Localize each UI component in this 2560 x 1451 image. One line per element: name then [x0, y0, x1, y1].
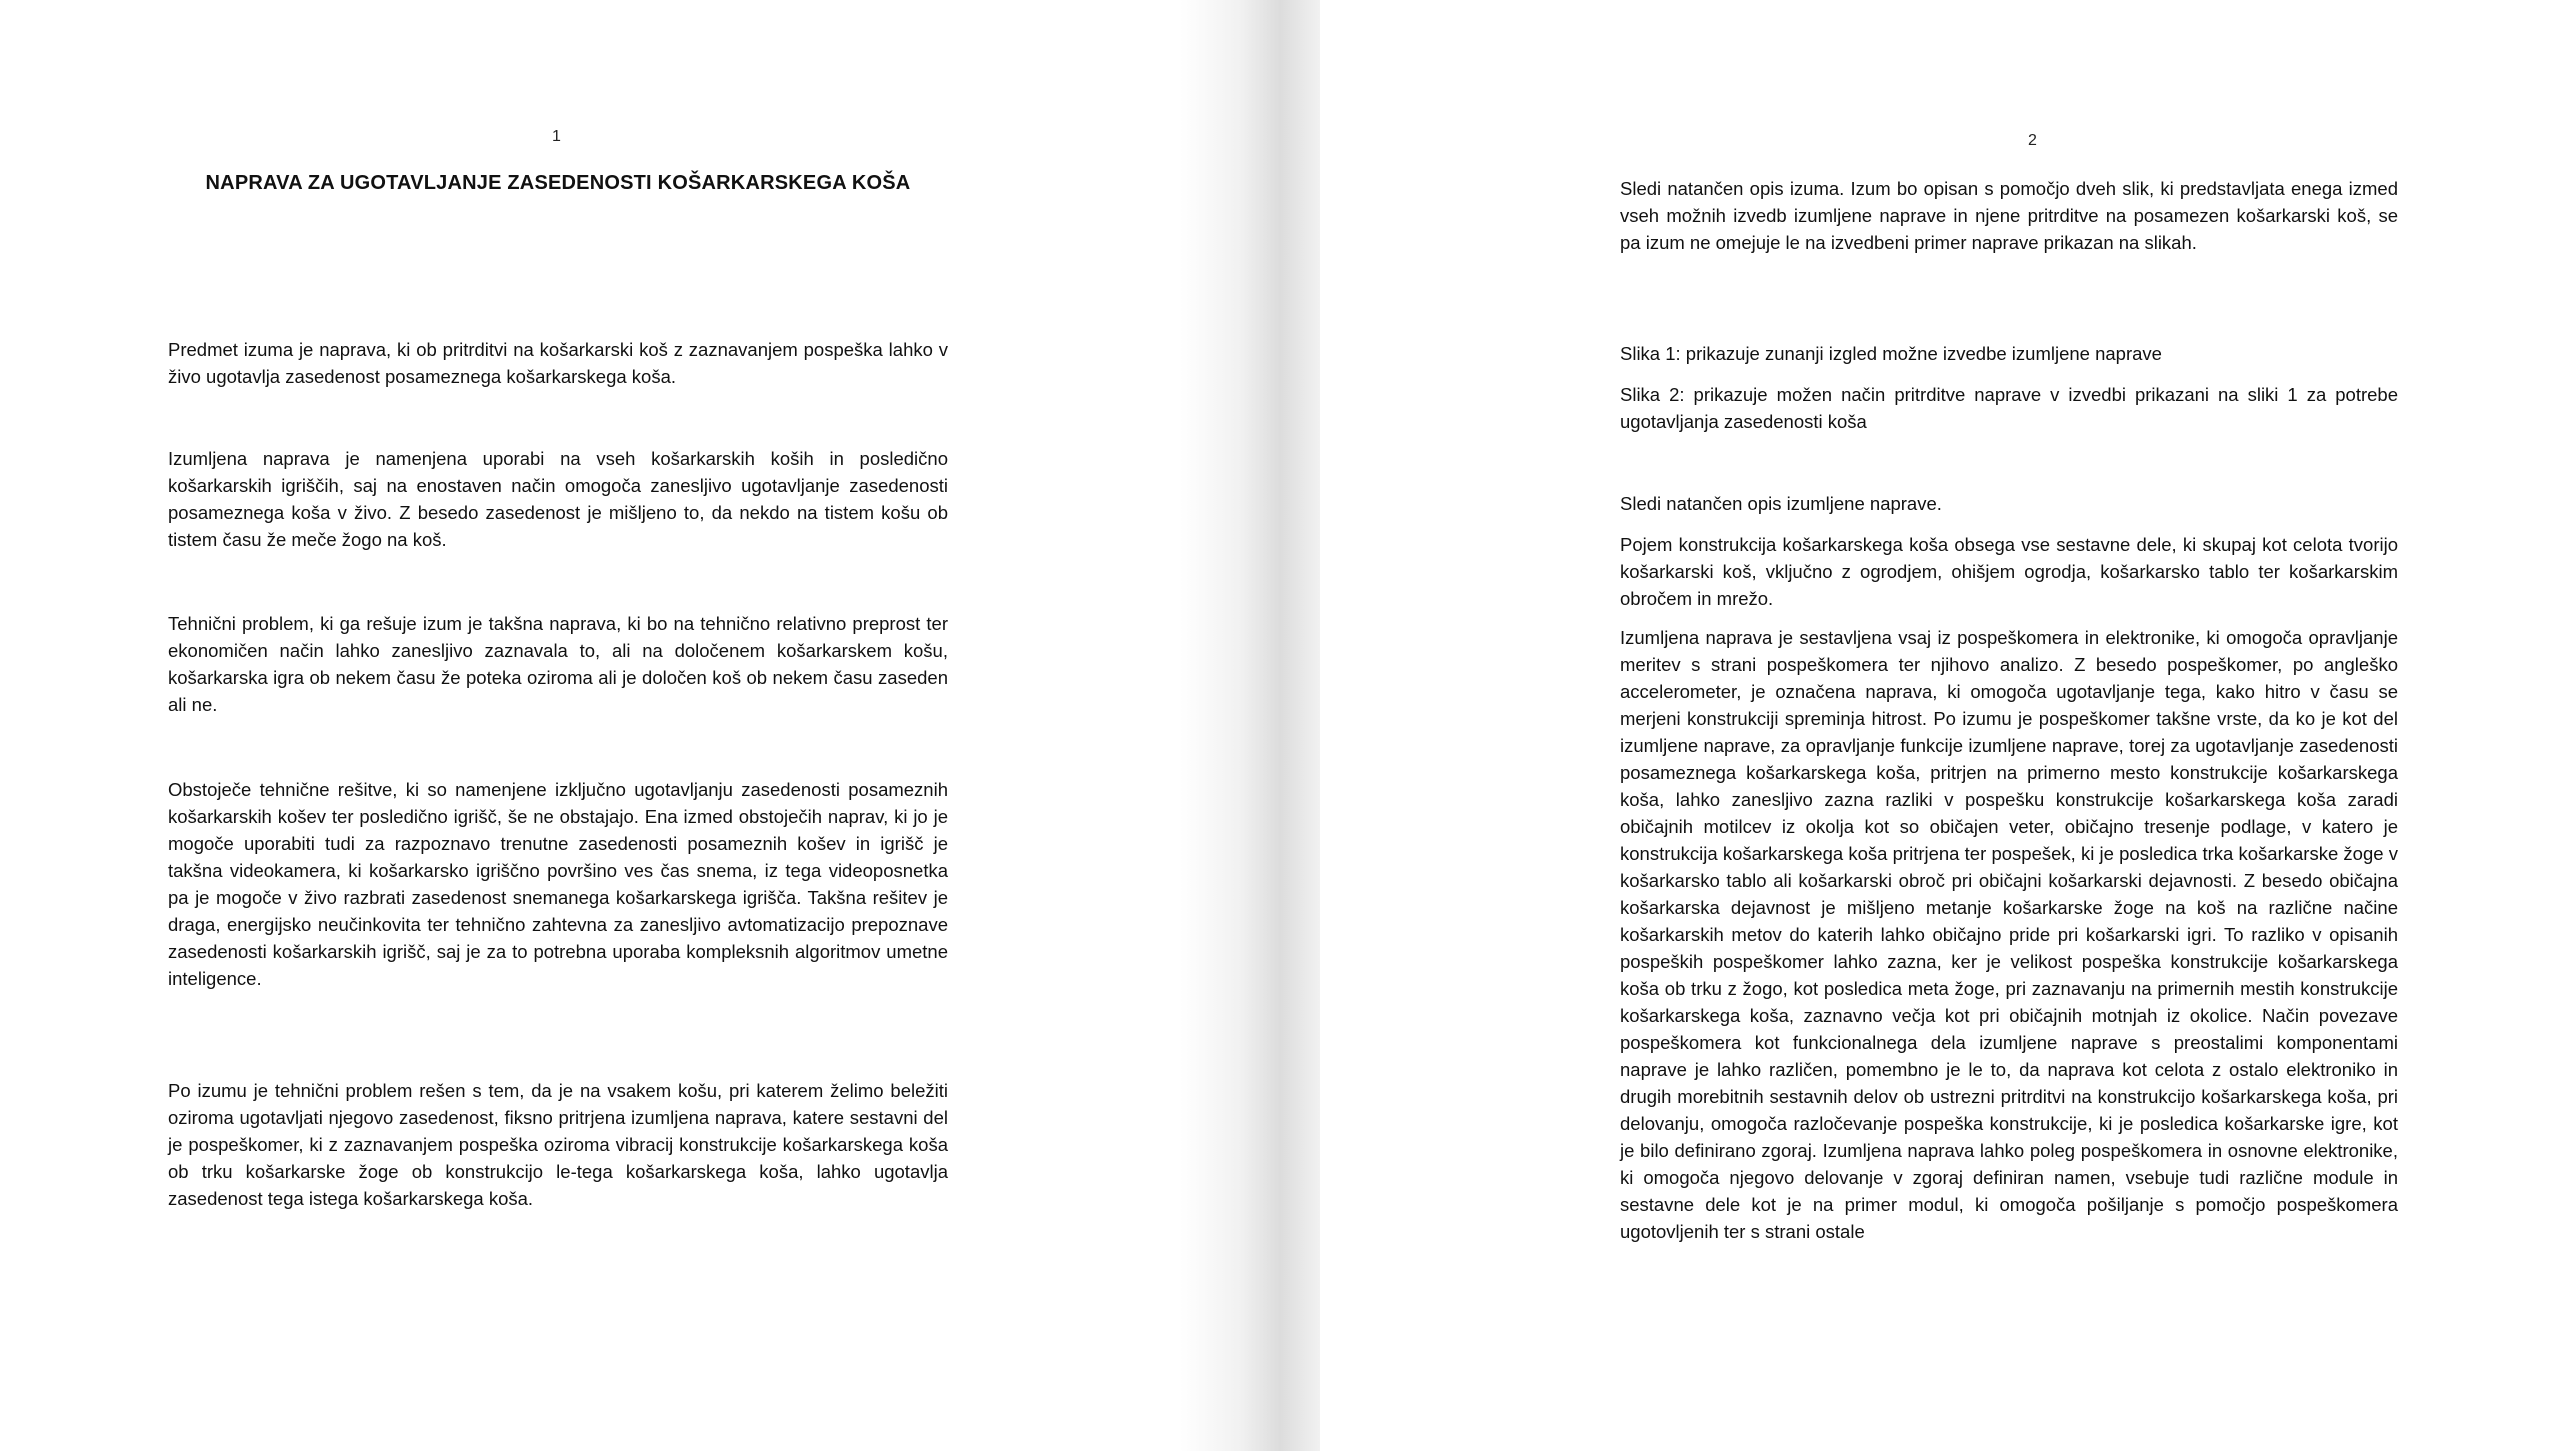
- document-title: NAPRAVA ZA UGOTAVLJANJE ZASEDENOSTI KOŠARKARSKEGA KOŠA: [205, 172, 911, 194]
- page-number: 1: [552, 128, 561, 145]
- paragraph: [168, 610, 948, 718]
- page-2: [1320, 0, 2560, 1451]
- figure-caption: [1620, 340, 2398, 367]
- figure-2-caption: Slika 2: prikazuje možen način pritrditve naprave v izvedbi prikazani na sliki 1 za potrebe ugotavljanja zasedenosti koša: [1620, 384, 2398, 432]
- construction-text: Pojem konstrukcija košarkarskega koša obsega vse sestavne dele, ki skupaj kot celota tvorijo košarkarski koš, vključno z ogrodjem, ohišjem ogrodja, košarkarsko tablo ter košarkarskim obročem in mrežo.: [1620, 534, 2398, 609]
- figure-caption: [1620, 381, 2398, 435]
- paragraph: [168, 445, 948, 553]
- paragraph: [1620, 531, 2398, 612]
- paragraph: [1620, 624, 2398, 1245]
- paragraph: [168, 1077, 948, 1212]
- detail-heading: Sledi natančen opis izumljene naprave.: [1620, 493, 1942, 514]
- paragraph-text: Predmet izuma je naprava, ki ob pritrditvi na košarkarski koš z zaznavanjem pospeška lahko v živo ugotavlja zasedenost posameznega košarkarskega koša.: [168, 339, 948, 387]
- paragraph: [168, 776, 948, 992]
- paragraph-text: Tehnični problem, ki ga rešuje izum je takšna naprava, ki bo na tehnično relativno preprost ter ekonomičen način lahko zanesljivo zaznavala to, ali na določenem košarkarskem košu, košarkarska igra ob nekem času že poteka oziroma ali je določen koš ob nekem času zaseden ali ne.: [168, 613, 948, 715]
- paragraph: [1620, 175, 2398, 256]
- description-text: Izumljena naprava je sestavljena vsaj iz pospeškomera in elektronike, ki omogoča opravljanje meritev s strani pospeškomera ter njihovo analizo. Z besedo pospeškomer, po angleško accelerometer, je označena naprava, ki omogoča ugotavljanje tega, kako hitro v času se merjeni konstrukciji spreminja hitrost. Po izumu je pospeškomer takšne vrste, da ko je kot del izumljene naprave, za opravljanje funkcije izumljene naprave, torej za ugotavljanje zasedenosti posameznega košarkarskega koša, pritrjen na primerno mesto konstrukcije košarkarskega koša, lahko zanesljivo zazna razliki v pospešku konstrukcije košarkarskega koša zaradi običajnih motilcev iz okolja kot so običajen veter, običajno tresenje podlage, v katero je konstrukcija košarkarskega koša pritrjena ter pospešek, ki je posledica trka košarkarske žoge v košarkarsko tablo ali košarkarski obroč pri običajni košarkarski dejavnosti. Z besedo običajna košarkarska dejavnost je mišljeno metanje košarkarske žoge na koš na različne načine košarkarskih metov do katerih lahko običajno pride pri košarkarski igri. To razliko v opisanih pospeških pospeškomer lahko zazna, ker je velikost pospeška konstrukcije košarkarskega koša ob trku z žogo, kot posledica meta žoge, pri zaznavanju na primernih mestih konstrukcije košarkarskega koša, zaznavno večja kot pri običajnih motnjah iz okolice. Način povezave pospeškomera kot funkcionalnega dela izumljene naprave s preostalimi komponentami naprave je lahko različen, pomembno je le to, da naprava kot celota z ostalo elektroniko in drugih morebitnih sestavnih delov ob ustrezni pritrditvi na konstrukcijo košarkarskega koša, pri delovanju, omogoča razločevanje pospeška konstrukcije, ki je posledica košarkarske igre, kot je bilo definirano zgoraj. Izumljena naprava lahko poleg pospeškomera in osnovne elektronike, ki omogoča njegovo delovanje v zgoraj definiran namen, vsebuje tudi različne module in sestavne dele kot je na primer modul, ki omogoča pošiljanje s pomočjo pospeškomera ugotovljenih ter s strani ostale: [1620, 627, 2398, 1242]
- paragraph-text: Po izumu je tehnični problem rešen s tem, da je na vsakem košu, pri katerem želimo beležiti oziroma ugotavljati njegovo zasedenost, fiksno pritrjena izumljena naprava, katere sestavni del je pospeškomer, ki z zaznavanjem pospeška oziroma vibracij konstrukcije košarkarskega koša ob trku košarkarske žoge ob konstrukcijo le-tega košarkarskega koša, lahko ugotavlja zasedenost tega istega košarkarskega koša.: [168, 1080, 948, 1209]
- paragraph-text: Obstoječe tehnične rešitve, ki so namenjene izključno ugotavljanju zasedenosti posameznih košarkarskih košev ter posledično igrišč, še ne obstajajo. Ena izmed obstoječih naprav, ki jo je mogoče uporabiti tudi za razpoznavo trenutne zasedenosti posameznih košev in igrišč je takšna videokamera, ki košarkarsko igriščno površino ves čas snema, iz tega videoposnetka pa je mogoče v živo razbrati zasedenost snemanega košarkarskega igrišča. Takšna rešitev je draga, energijsko neučinkovita ter tehnično zahtevna za zanesljivo avtomatizacijo prepoznave zasedenosti košarkarskih igrišč, saj je za to potrebna uporaba kompleksnih algoritmov umetne inteligence.: [168, 779, 948, 989]
- section-heading: [1620, 490, 2398, 517]
- paragraph-text: Izumljena naprava je namenjena uporabi na vseh košarkarskih koših in posledično košarkarskih igriščih, saj na enostaven način omogoča zanesljivo ugotavljanje zasedenosti posameznega koša v živo. Z besedo zasedenost je mišljeno to, da nekdo na tistem košu ob tistem času že meče žogo na koš.: [168, 448, 948, 550]
- paragraph: [168, 336, 948, 390]
- figure-1-caption: Slika 1: prikazuje zunanji izgled možne izvedbe izumljene naprave: [1620, 343, 2162, 364]
- page-1: [0, 0, 1240, 1451]
- page-number: 2: [2028, 132, 2037, 149]
- intro-text: Sledi natančen opis izuma. Izum bo opisan s pomočjo dveh slik, ki predstavljata enega izmed vseh možnih izvedb izumljene naprave in njene pritrditve na posamezen košarkarski koš, se pa izum ne omejuje le na izvedbeni primer naprave prikazan na slikah.: [1620, 178, 2398, 253]
